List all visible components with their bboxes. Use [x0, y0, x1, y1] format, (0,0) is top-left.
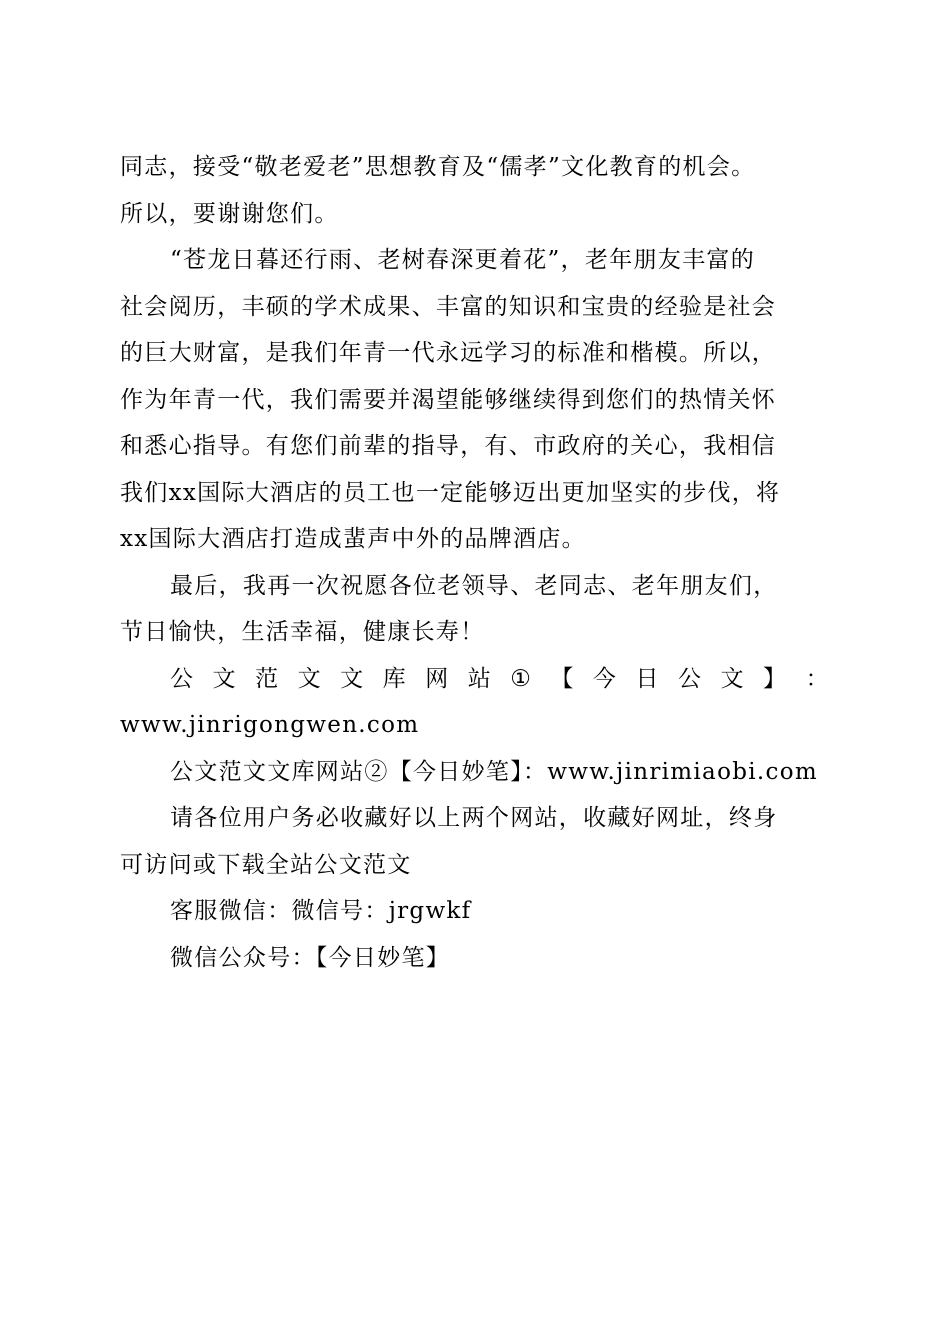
site1-label-char: ①: [510, 665, 533, 692]
site1-label-char: 范: [255, 665, 280, 692]
paragraph-gratitude: [120, 144, 840, 237]
notice-line: 可访问或下载全站公文范文: [120, 851, 412, 878]
site1-label-char: 文: [340, 665, 365, 692]
site1-label-char: 网: [425, 665, 450, 692]
paragraph-wealth: [120, 237, 840, 563]
site1-label-char: 今: [592, 665, 618, 692]
wechat-official: 微信公众号：【今日妙笔】: [170, 944, 451, 971]
paragraph-wishes: [120, 563, 840, 656]
notice-line: 请各位用户务必收藏好以上两个网站，收藏好网址，终身: [170, 805, 778, 831]
text-line: 同志，接受“敬老爱老”思想教育及“儒孝”文化教育的机会。: [120, 154, 756, 180]
site2-line: 公文范文文库网站②【今日妙笔】：www.jinrimiaobi.com: [170, 758, 818, 785]
text-line: “苍龙日暮还行雨、老树春深更着花”，老年朋友丰富的: [170, 247, 756, 273]
site1-label: [120, 656, 830, 703]
site1-label-char: 站: [467, 665, 493, 692]
text-line: 所以，要谢谢您们。: [120, 200, 339, 227]
site1-label-char: ：: [805, 665, 830, 692]
document-body: [120, 144, 840, 981]
site1-label-char: 文: [212, 665, 237, 692]
text-line: 的巨大财富，是我们年青一代永远学习的标准和楷模。所以，: [120, 340, 777, 366]
text-line: 节日愉快，生活幸福，健康长寿！: [120, 619, 485, 645]
site1-url: www.jinrigongwen.com: [120, 712, 420, 738]
site1-label-char: 日: [635, 665, 660, 692]
site1-label-char: 库: [382, 665, 407, 692]
text-line: 最后，我再一次祝愿各位老领导、老同志、老年朋友们，: [170, 572, 778, 599]
text-line: 社会阅历，丰硕的学术成果、丰富的知识和宝贵的经验是社会: [120, 293, 777, 320]
site1-label-char: 【: [550, 665, 575, 692]
site1-label-char: 公: [677, 665, 703, 692]
site1-label-char: 】: [763, 665, 788, 692]
site1-label-char: 文: [297, 665, 322, 692]
site1-label-char: 公: [170, 665, 195, 692]
footer-links: [120, 656, 840, 982]
text-line: 我们xx国际大酒店的员工也一定能够迈出更加坚实的步伐，将: [120, 479, 781, 506]
text-line: 作为年青一代，我们需要并渴望能够继续得到您们的热情关怀: [120, 386, 777, 413]
site1-label-char: 文: [720, 665, 745, 692]
wechat-service: 客服微信：微信号：jrgwkf: [170, 898, 472, 924]
text-line: xx国际大酒店打造成蜚声中外的品牌酒店。: [120, 526, 586, 552]
text-line: 和悉心指导。有您们前辈的指导，有、市政府的关心，我相信: [120, 433, 777, 459]
